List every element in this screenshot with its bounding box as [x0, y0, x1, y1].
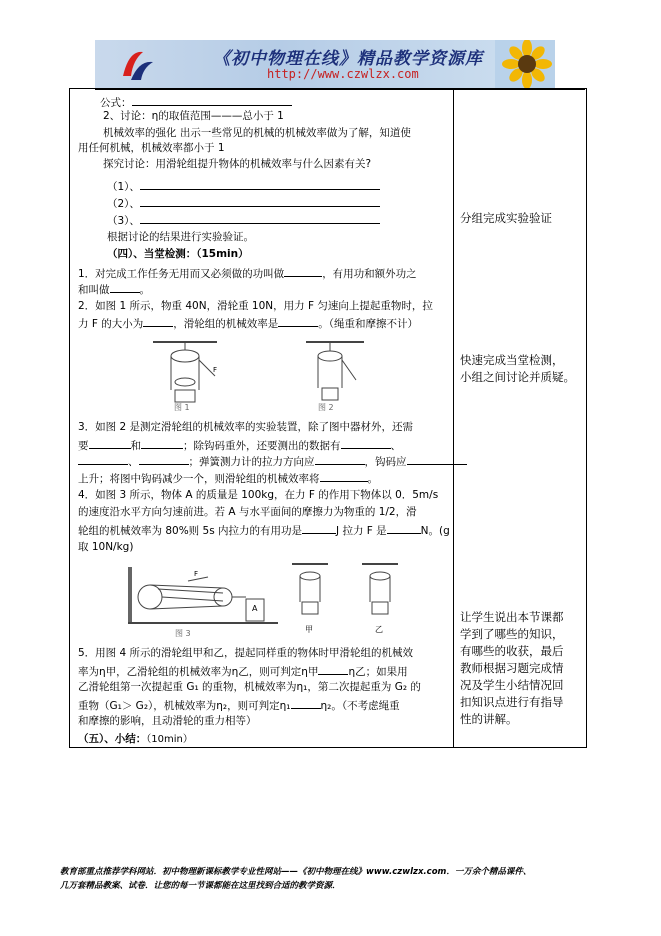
factor-1: （1）、: [107, 178, 380, 195]
figure-4-yi-label: 乙: [375, 625, 383, 634]
figure-1-caption: 图 1: [174, 403, 190, 412]
section-4-heading: （四）、当堂检测：（15min）: [107, 248, 249, 260]
q5-line-3: 乙滑轮组第一次提起重 G₁ 的重物，机械效率为η₁，第二次提起重为 G₂ 的: [78, 681, 421, 693]
column-divider: [453, 88, 454, 748]
figure-4-jia-label: 甲: [305, 625, 313, 634]
side-note-check-line-2: 小组之间讨论并质疑。: [460, 370, 575, 384]
side-note-check-line-1: 快速完成当堂检测，: [460, 353, 564, 367]
side-note-summary-line-4: 教师根据习题完成情: [460, 661, 564, 675]
factor-2: （2）、: [107, 195, 380, 212]
banner-title: 《初中物理在线》精品教学资源库: [213, 49, 483, 69]
q2-line-1: 2．如图 1 所示，物重 40N，滑轮重 10N，用力 F 匀速向上提起重物时，拉: [78, 300, 433, 312]
q4-line-2: 的速度沿水平方向匀速前进。若 A 与水平面间的摩擦力为物重的 1/2，滑: [78, 506, 417, 518]
q1-line-1: 1．对完成工作任务无用而又必须做的功叫做 ，有用功和额外功之: [78, 265, 417, 282]
side-note-summary-line-3: 有哪些的收获，最后: [460, 644, 564, 658]
q4-line-4: 取 10N/kg): [78, 541, 134, 553]
svg-text:F: F: [213, 366, 218, 374]
q3-line-2: 要 和 ；除钩码重外，还要测出的数据有 、: [78, 437, 401, 454]
side-note-summary-line-6: 扣知识点进行有指导: [460, 695, 564, 709]
side-note-summary-line-7: 性的讲解。: [460, 712, 518, 726]
q4-line-1: 4．如图 3 所示，物体 A 的质量是 100kg，在力 F 的作用下物体以 0．5m/s: [78, 489, 439, 501]
verify-line: 根据讨论的结果进行实验验证。: [107, 231, 254, 243]
q2-line-2: 力 F 的大小为 ，滑轮组的机械效率是 。（绳重和摩擦不计）: [78, 315, 418, 332]
formula-line: 公式：: [100, 94, 292, 111]
factor-3: （3）、: [107, 212, 380, 229]
q5-line-4: 重物（G₁＞ G₂），机械效率为η₂，则可判定η₁ η₂。（不考虑绳重: [78, 697, 400, 714]
q5-line-2: 率为η甲，乙滑轮组的机械效率为η乙，则可判定η甲 η乙；如果用: [78, 663, 408, 680]
explore-line: 探究讨论：用滑轮组提升物体的机械效率与什么因素有关?: [103, 158, 372, 170]
side-note-check: [460, 352, 580, 386]
side-note-summary: [460, 609, 580, 728]
figure-3-horizontal-pulley: [128, 563, 278, 633]
q3-line-1: 3．如图 2 是测定滑轮组的机械效率的实验装置，除了图中器材外，还需: [78, 421, 414, 433]
q4-line-3: 轮组的机械效率为 80%则 5s 内拉力的有用功是 J 拉力 F 是 N。(g: [78, 522, 450, 539]
strengthen-line: 机械效率的强化 出示一些常见的机械的机械效率做为了解，知道使: [103, 127, 411, 139]
q3-line-3: 、 ；弹簧测力计的拉力方向应 ，钩码应: [78, 453, 467, 470]
figure-2-caption: 图 2: [318, 403, 334, 412]
side-note-experiment: 分组完成实验验证: [460, 211, 552, 225]
site-banner: [95, 40, 555, 88]
discuss-line: 2、讨论：η的取值范围———总小于 1: [103, 110, 284, 122]
q5-line-5: 和摩擦的影响，且动滑轮的重力相等）: [78, 715, 257, 727]
banner-url[interactable]: http://www.czwlzx.com: [267, 67, 419, 81]
figure-4-pulley-jia: [290, 562, 330, 620]
svg-text:F: F: [194, 570, 199, 578]
figure-4-pulley-yi: [360, 562, 400, 620]
q1-line-2: 和叫做 。: [78, 281, 150, 298]
sunflower-icon: [495, 40, 555, 88]
site-logo-icon: [117, 46, 157, 84]
side-note-summary-line-5: 况及学生小结情况回: [460, 678, 564, 692]
figure-2-pulley: [300, 338, 370, 408]
strengthen-line-2: 用任何机械，机械效率都小于 1: [78, 142, 225, 154]
section-5-heading: （五）、小结：（10min）: [78, 733, 193, 745]
figure-3-caption: 图 3: [175, 629, 191, 638]
footer-line-2: 几万套精品教案、试卷．让您的每一节课都能在这里找到合适的教学资源．: [60, 881, 341, 891]
figure-3-block-label: A: [252, 604, 258, 613]
side-note-summary-line-1: 让学生说出本节课都: [460, 610, 564, 624]
q5-line-1: 5．用图 4 所示的滑轮组甲和乙，提起同样重的物体时甲滑轮组的机械效: [78, 647, 414, 659]
side-note-summary-line-2: 学到了哪些的知识，: [460, 627, 564, 641]
footer-line-1: 教育部重点推荐学科网站．初中物理新课标教学专业性网站——《初中物理在线》www.czwlzx.com．一万余个精品课件、: [60, 867, 532, 877]
q3-line-4: 上升；将图中钩码减少一个，则滑轮组的机械效率将 。: [78, 470, 378, 487]
